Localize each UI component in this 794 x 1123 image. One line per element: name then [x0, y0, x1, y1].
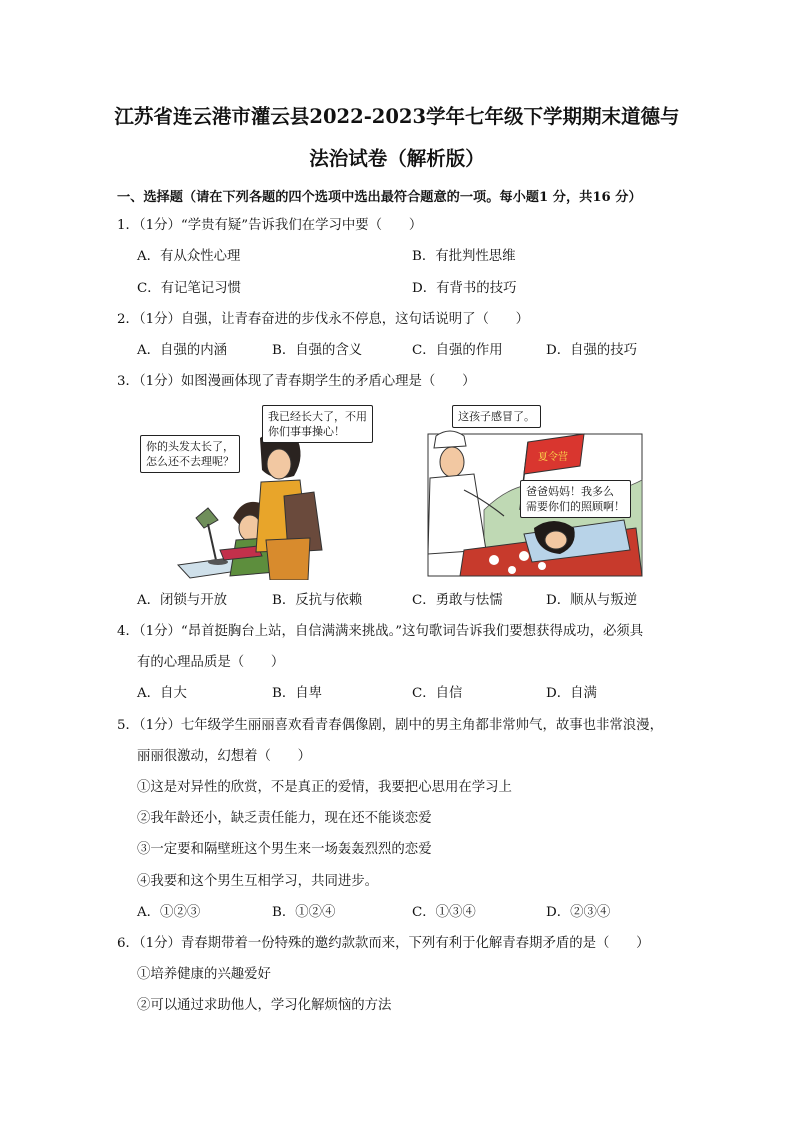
question-4-option-d: D．自满	[546, 686, 597, 701]
question-6-statement-1: ①培养健康的兴趣爱好	[137, 967, 271, 982]
question-1-stem: 1．（1分）“学贵有疑”告诉我们在学习中要（ ）	[117, 218, 423, 233]
comic-left-parent-bubble	[140, 435, 240, 473]
question-3-option-a: A．闭锁与开放	[137, 593, 228, 608]
question-5-statement-4: ④我要和这个男生互相学习，共同进步。	[137, 874, 379, 889]
question-5-statement-1: ①这是对异性的欣赏，不是真正的爱情，我要把心思用在学习上	[137, 780, 512, 795]
question-2-option-a: A．自强的内涵	[137, 343, 228, 358]
bubble-text: 爸爸妈妈！我多么	[526, 485, 614, 498]
flag-text: 夏令营	[538, 452, 568, 463]
bubble-text: 你们事事操心！	[268, 425, 345, 438]
question-1-option-b: B．有批判性思维	[412, 249, 516, 264]
question-4-option-b: B．自卑	[272, 686, 323, 701]
comic-left-child-bubble	[262, 405, 373, 443]
question-4-stem-line1: 4．（1分）“昂首挺胸台上站，自信满满来挑战。”这句歌词告诉我们要想获得成功，必须具	[117, 624, 644, 639]
question-4-option-a: A．自大	[137, 686, 187, 701]
bubble-text: 我已经长大了，不用	[268, 410, 367, 423]
exam-title-line1: 江苏省连云港市灌云县2022-2023学年七年级下学期期末道德与	[114, 105, 680, 128]
question-2-option-b: B．自强的含义	[272, 343, 363, 358]
comic-right-panel	[424, 400, 646, 580]
question-5-stem-line1: 5．（1分）七年级学生丽丽喜欢看青春偶像剧，剧中的男主角都非常帅气，故事也非常浪漫，	[117, 718, 663, 733]
question-5-statement-2: ②我年龄还小，缺乏责任能力，现在还不能谈恋爱	[137, 811, 432, 826]
question-5-option-d: D．②③④	[546, 905, 611, 920]
question-4-stem-line2: 有的心理品质是（ ）	[137, 655, 285, 670]
comic-right-doctor-bubble	[452, 405, 541, 428]
question-5-option-a: A．①②③	[137, 905, 201, 920]
bubble-text: 这孩子感冒了。	[458, 410, 535, 423]
question-3-option-c: C．勇敢与怯懦	[412, 593, 503, 608]
question-5-option-b: B．①②④	[272, 905, 336, 920]
question-4-option-c: C．自信	[412, 686, 463, 701]
question-6-statement-2: ②可以通过求助他人，学习化解烦恼的方法	[137, 998, 392, 1013]
comic-right-child-bubble	[520, 480, 631, 518]
bubble-text: 怎么还不去理呢？	[146, 455, 234, 468]
question-3-stem: 3．（1分）如图漫画体现了青春期学生的矛盾心理是（ ）	[117, 374, 476, 389]
question-5-statement-3: ③一定要和隔壁班这个男生来一场轰轰烈烈的恋爱	[137, 842, 432, 857]
question-2-option-c: C．自强的作用	[412, 343, 503, 358]
question-2-option-d: D．自强的技巧	[546, 343, 638, 358]
question-2-stem: 2．（1分）自强，让青春奋进的步伐永不停息，这句话说明了（ ）	[117, 312, 530, 327]
question-1-option-d: D．有背书的技巧	[412, 281, 517, 296]
bubble-text: 需要你们的照顾啊！	[526, 500, 625, 513]
exam-title-line2: 法治试卷（解析版）	[309, 147, 485, 170]
question-1-option-a: A．有从众性心理	[137, 249, 241, 264]
question-6-stem: 6．（1分）青春期带着一份特殊的邀约款款而来，下列有利于化解青春期矛盾的是（ ）	[117, 936, 650, 951]
comic-left-panel	[138, 400, 390, 580]
question-3-option-b: B．反抗与依赖	[272, 593, 363, 608]
question-5-option-c: C．①③④	[412, 905, 476, 920]
section-heading: 一、选择题（请在下列各题的四个选项中选出最符合题意的一项。每小题1 分，共16 分）	[117, 190, 642, 205]
question-1-option-c: C．有记笔记习惯	[137, 281, 241, 296]
question-3-option-d: D．顺从与叛逆	[546, 593, 638, 608]
question-5-stem-line2: 丽丽很激动，幻想着（ ）	[137, 749, 312, 764]
bubble-text: 你的头发太长了，	[146, 440, 234, 453]
